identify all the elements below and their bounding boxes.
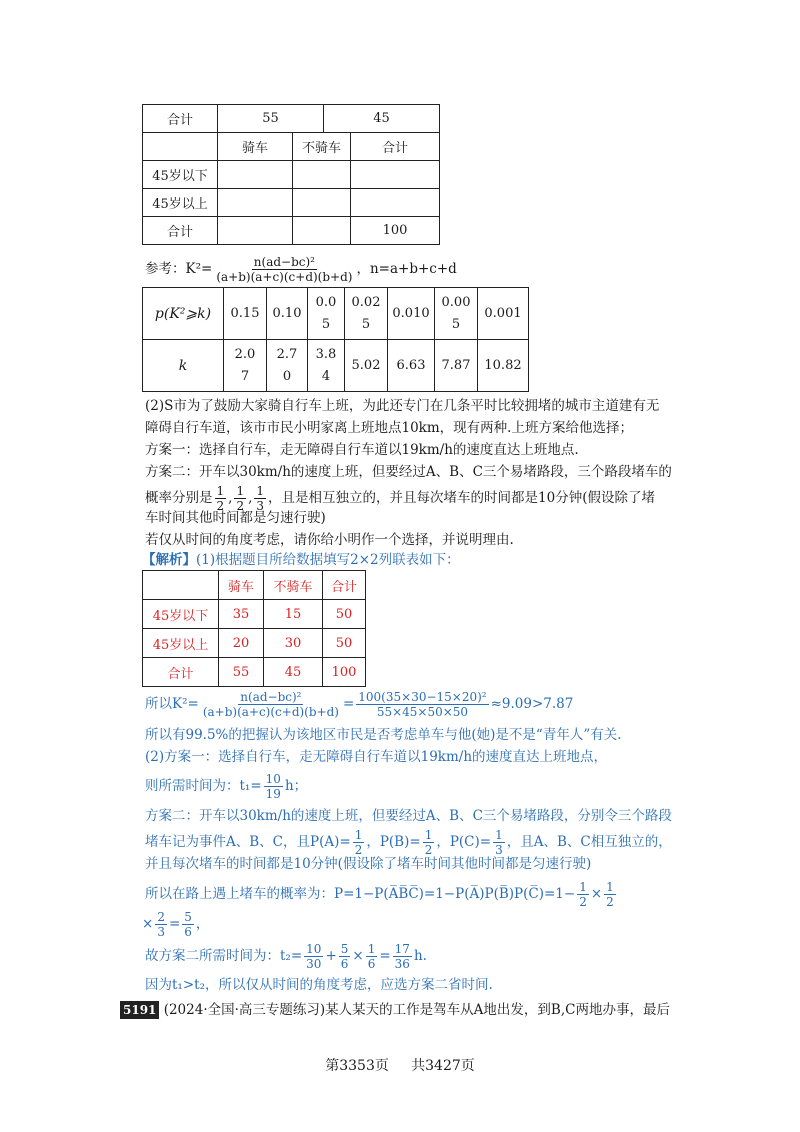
fd: 3 — [157, 925, 165, 939]
t1-r0-c2: 45 — [324, 105, 440, 133]
st-r2-c1: 20 — [219, 629, 264, 658]
t2-p-6: 0.001 — [478, 288, 529, 340]
k2-num2: 100(35×30−15×20)² — [358, 690, 487, 704]
solution-intro — [142, 550, 460, 570]
st-r3-c3: 100 — [323, 658, 366, 687]
page-footer — [0, 1055, 800, 1075]
q2-line1: (2)S市为了鼓励大家骑自行车上班，为此还专门在几条平时比较拥堵的城市主道建有无 — [145, 398, 660, 414]
pc-eq: = — [168, 916, 181, 932]
fd: 2 — [606, 895, 614, 909]
st-r1-c2: 15 — [264, 600, 323, 629]
fn: 5 — [184, 910, 192, 924]
table1 — [142, 104, 440, 133]
t2-p-1: 0.10 — [267, 288, 308, 340]
fn: 2 — [157, 910, 165, 924]
t2-k-1: 2.7 0 — [267, 340, 308, 392]
t2-times: × — [352, 948, 364, 964]
t1-num: 10 — [265, 772, 281, 786]
k2-den: (a+b)(a+c)(c+d)(b+d) — [202, 705, 339, 719]
two-thirds — [155, 910, 167, 939]
plan1: 方案一：选择自行车，走无障碍自行车道以19km/h的速度直达上班地点. — [145, 442, 579, 458]
sp2-pre: 堵车记为事件A、B、C，且P(A)= — [145, 834, 351, 850]
plan2-line3: 车时间其他时间都是匀速行驶) — [145, 510, 326, 526]
ref-label: 参考：K²= — [145, 261, 213, 277]
pc-post: ， — [195, 916, 210, 932]
p2-line1: (2)方案一：选择自行车，走无障碍自行车道以19km/h的速度直达上班地点， — [145, 749, 608, 765]
t2-frac3 — [366, 942, 378, 971]
st-r3-c2: 45 — [264, 658, 323, 687]
fd: 6 — [367, 957, 376, 971]
fn: 1 — [579, 880, 587, 894]
fd: 2 — [579, 895, 587, 909]
fd: 2 — [216, 499, 225, 513]
t1-r3-c2 — [293, 217, 351, 245]
sol-plan2-line3: 并且每次堵车的时间都是10分钟(假设除了堵车时间其他时间都是匀速行驶) — [145, 856, 592, 872]
t1-line — [145, 772, 307, 801]
k2-result: ≈9.09>7.87 — [490, 696, 574, 712]
t1-h1: 骑车 — [218, 133, 293, 161]
solution-table — [142, 570, 366, 687]
next-problem — [120, 1000, 670, 1020]
st-h1: 骑车 — [219, 571, 264, 600]
t2-line — [145, 942, 427, 971]
t1-r1-c3 — [351, 161, 440, 189]
st-r2-c0: 45岁以上 — [143, 629, 219, 658]
t1-frac — [264, 772, 283, 801]
t2-post: h. — [413, 948, 427, 964]
st-r1-c3: 50 — [323, 600, 366, 629]
prob-half-a — [577, 880, 589, 909]
t2-k-6: 10.82 — [478, 340, 529, 392]
t2-k-5: 7.87 — [435, 340, 478, 392]
sp2-mid1: ，P(B)= — [366, 834, 421, 850]
fn: 1 — [424, 828, 433, 842]
solution-tag: 【解析】 — [142, 552, 196, 568]
total-pages: 共3427页 — [411, 1058, 475, 1074]
k2-formula — [145, 690, 573, 719]
k2-den2: 55×45×50×50 — [376, 705, 469, 719]
t2-k-2: 3.8 4 — [308, 340, 345, 392]
t2-k-3: 5.02 — [345, 340, 388, 392]
t2-eq: = — [379, 948, 391, 964]
fd: 30 — [306, 957, 322, 971]
t2-plus: + — [325, 948, 337, 964]
fn: 1 — [606, 880, 614, 894]
prob-times: × — [590, 886, 603, 902]
fn: 10 — [306, 942, 322, 956]
st-r2-c3: 50 — [323, 629, 366, 658]
t1-r3-c3: 100 — [351, 217, 440, 245]
pc-pre: × — [142, 916, 154, 932]
t2-p-3: 0.02 5 — [345, 288, 388, 340]
prob-line — [145, 880, 618, 909]
t2-frac2 — [339, 942, 351, 971]
plan2-line1: 方案二：开车以30km/h的速度上班，但要经过A、B、C三个易堵路段，三个路段堵车的 — [145, 464, 672, 480]
t2-k-0: 2.0 7 — [224, 340, 267, 392]
plan2-pre: 概率分别是 — [145, 490, 213, 506]
plan2-line2: 概率分别是 $\frac{1}{2}$ , $\frac{1}{2}$ , $\frac{1}{3}$ ，且是相互独立的，并且每次堵车的时间都是10分钟(假设除了堵 — [145, 484, 655, 513]
fn: 1 — [236, 484, 245, 498]
t1-den: 19 — [265, 787, 281, 801]
st-r3-c0: 合计 — [143, 658, 219, 687]
fn: 1 — [367, 942, 376, 956]
t2-frac1 — [304, 942, 323, 971]
t2-k-label: k — [143, 340, 224, 392]
st-r2-c2: 30 — [264, 629, 323, 658]
pc-frac — [493, 828, 505, 857]
st-h3: 合计 — [323, 571, 366, 600]
fd: 3 — [495, 843, 503, 857]
t2-k-4: 6.63 — [388, 340, 435, 392]
plan2-post: ，且是相互独立的，并且每次堵车的时间都是10分钟(假设除了堵 — [268, 490, 655, 506]
st-h2: 不骑车 — [264, 571, 323, 600]
t1-h3: 合计 — [351, 133, 440, 161]
t1-r1-c1 — [218, 161, 293, 189]
fd: 2 — [354, 843, 363, 857]
page-number: 第3353页 — [325, 1058, 389, 1074]
sp2-mid2: ，P(C)= — [436, 834, 492, 850]
t1-r2-c2 — [293, 189, 351, 217]
ref-den: (a+b)(a+c)(c+d)(b+d) — [216, 270, 353, 284]
t1-h0 — [143, 133, 218, 161]
prob-pre: 所以在路上遇上堵车的概率为：P=1−P(A̅B̅C̅)=1−P(A̅)P(B̅)P(C̅)=1− — [145, 886, 576, 902]
solution-intro-text: (1)根据题目所给数据填写2×2列联表如下： — [196, 552, 460, 568]
fd: 36 — [394, 957, 410, 971]
t1-r2-c3 — [351, 189, 440, 217]
fd: 6 — [340, 957, 349, 971]
ref-frac — [214, 255, 354, 284]
k2-pre: 所以K²= — [145, 696, 199, 712]
fd: 3 — [256, 499, 265, 513]
k2-frac1 — [201, 690, 341, 719]
t1-r3-c0: 合计 — [143, 217, 218, 245]
t2-p-5: 0.00 5 — [435, 288, 478, 340]
sol-plan2-line1: 方案二：开车以30km/h的速度上班，但要经过A、B、C三个易堵路段，分别令三个路段 — [145, 808, 672, 824]
st-h0 — [143, 571, 219, 600]
q2-line2: 障碍自行车道，该市市民小明家离上班地点10km，现有两种.上班方案给他选择； — [145, 420, 633, 436]
prob-cont — [142, 910, 209, 939]
table1-main — [142, 132, 440, 245]
sp2-post: ，且A、B、C相互独立的， — [506, 834, 672, 850]
fn: 1 — [256, 484, 265, 498]
fd: 2 — [236, 499, 245, 513]
conclusion: 所以有99.5%的把握认为该地区市民是否考虑单车与他(她)是不是“青年人”有关. — [145, 727, 622, 743]
t2-frac4 — [393, 942, 412, 971]
t1-r0-c0: 合计 — [143, 105, 218, 133]
st-r1-c0: 45岁以下 — [143, 600, 219, 629]
t2-pre: 故方案二所需时间为：t₂= — [145, 948, 303, 964]
ref-num: n(ad−bc)² — [253, 255, 315, 269]
t1-r2-c1 — [218, 189, 293, 217]
st-r3-c1: 55 — [219, 658, 264, 687]
t1-post: h； — [284, 778, 308, 794]
final-line: 因为t₁>t₂，所以仅从时间的角度考虑，应选方案二省时间. — [145, 977, 493, 993]
t1-r1-c2 — [293, 161, 351, 189]
fn: 5 — [340, 942, 349, 956]
fn: 1 — [354, 828, 363, 842]
fn: 1 — [495, 828, 503, 842]
t1-pre: 则所需时间为：t₁= — [145, 778, 262, 794]
five-sixths — [182, 910, 194, 939]
problem-number: 5191 — [120, 1001, 159, 1019]
k2-eq: = — [342, 696, 355, 712]
table2 — [142, 287, 529, 392]
fd: 2 — [424, 843, 433, 857]
fn: 17 — [394, 942, 410, 956]
k2-frac2 — [356, 690, 488, 719]
reference-formula — [145, 255, 457, 284]
t1-h2: 不骑车 — [293, 133, 351, 161]
st-r1-c1: 35 — [219, 600, 264, 629]
t2-p-2: 0.0 5 — [308, 288, 345, 340]
prob-half-b — [604, 880, 616, 909]
t1-r0-c1: 55 — [218, 105, 324, 133]
fd: 6 — [184, 925, 192, 939]
pb-frac — [423, 828, 435, 857]
t2-p-4: 0.010 — [388, 288, 435, 340]
ask: 若仅从时间的角度考虑，请你给小明作一个选择，并说明理由. — [145, 532, 514, 548]
next-problem-text: (2024·全国·高三专题练习)某人某天的工作是驾车从A地出发，到B,C两地办事，最后 — [163, 1002, 670, 1018]
t1-r1-c0: 45岁以下 — [143, 161, 218, 189]
sol-plan2-line2 — [145, 828, 672, 857]
k2-num: n(ad−bc)² — [240, 690, 302, 704]
t1-r2-c0: 45岁以上 — [143, 189, 218, 217]
t1-r3-c1 — [218, 217, 293, 245]
pa-frac — [353, 828, 365, 857]
t2-p-0: 0.15 — [224, 288, 267, 340]
ref-tail: ，n=a+b+c+d — [356, 261, 457, 277]
t2-p-label: p(K²⩾k) — [143, 288, 224, 340]
fn: 1 — [216, 484, 225, 498]
